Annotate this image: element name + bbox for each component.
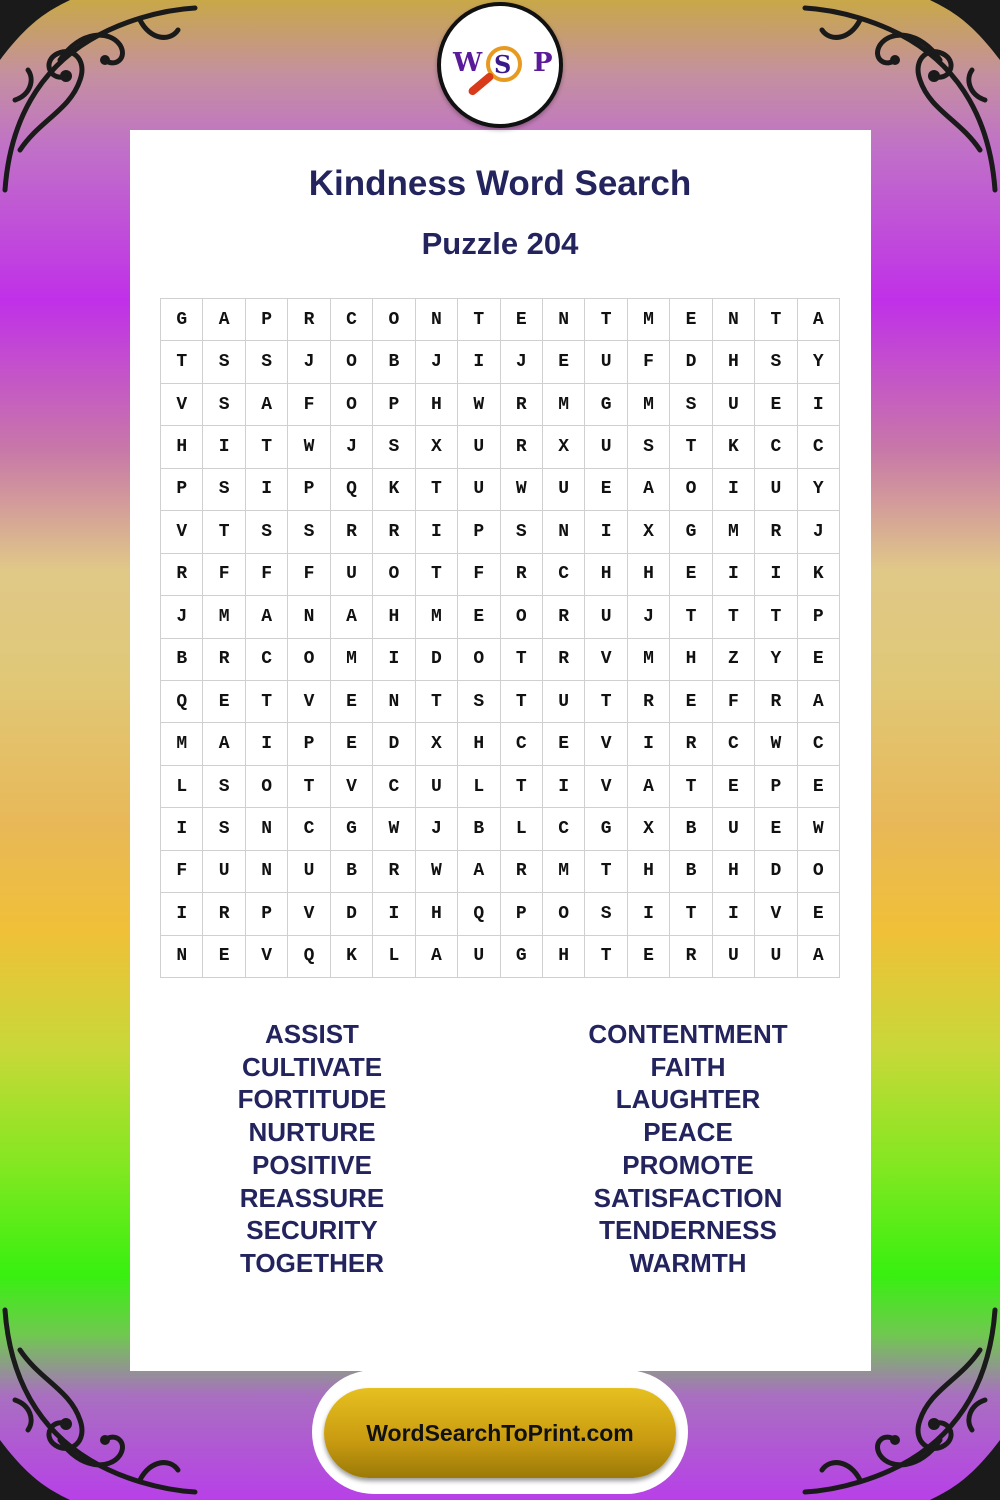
grid-cell[interactable]: E bbox=[670, 554, 712, 596]
grid-cell[interactable]: S bbox=[203, 341, 245, 383]
grid-cell[interactable]: V bbox=[288, 893, 330, 935]
grid-cell[interactable]: V bbox=[161, 511, 203, 553]
grid-cell[interactable]: C bbox=[501, 723, 543, 765]
grid-cell[interactable]: U bbox=[755, 936, 797, 978]
grid-cell[interactable]: H bbox=[416, 893, 458, 935]
grid-cell[interactable]: P bbox=[501, 893, 543, 935]
grid-cell[interactable]: O bbox=[331, 384, 373, 426]
grid-cell[interactable]: J bbox=[416, 808, 458, 850]
word-list-item: NURTURE bbox=[248, 1117, 376, 1148]
grid-cell[interactable]: U bbox=[713, 936, 755, 978]
grid-cell[interactable]: T bbox=[670, 596, 712, 638]
grid-cell[interactable]: J bbox=[161, 596, 203, 638]
grid-cell[interactable]: R bbox=[543, 639, 585, 681]
grid-cell[interactable]: X bbox=[628, 808, 670, 850]
grid-cell[interactable]: T bbox=[755, 596, 797, 638]
grid-cell[interactable]: V bbox=[331, 766, 373, 808]
word-list-item: SECURITY bbox=[246, 1215, 378, 1246]
grid-cell[interactable]: H bbox=[713, 341, 755, 383]
word-list-item: POSITIVE bbox=[252, 1149, 372, 1180]
puzzle-number: Puzzle 204 bbox=[421, 226, 579, 261]
grid-cell[interactable]: Y bbox=[755, 639, 797, 681]
grid-cell[interactable]: R bbox=[628, 681, 670, 723]
grid-cell[interactable]: H bbox=[628, 554, 670, 596]
word-list-item: WARMTH bbox=[629, 1247, 747, 1278]
grid-cell[interactable]: E bbox=[755, 808, 797, 850]
grid-cell[interactable]: E bbox=[203, 681, 245, 723]
grid-cell[interactable]: F bbox=[458, 554, 500, 596]
grid-cell[interactable]: Q bbox=[331, 469, 373, 511]
grid-cell[interactable]: U bbox=[203, 851, 245, 893]
grid-cell[interactable]: H bbox=[458, 723, 500, 765]
grid-cell[interactable]: R bbox=[373, 851, 415, 893]
grid-cell[interactable]: R bbox=[670, 723, 712, 765]
grid-cell[interactable]: W bbox=[458, 384, 500, 426]
grid-cell[interactable]: S bbox=[203, 469, 245, 511]
word-list-item: CONTENTMENT bbox=[588, 1019, 788, 1049]
grid-cell[interactable]: E bbox=[798, 893, 840, 935]
grid-cell[interactable]: N bbox=[373, 681, 415, 723]
grid-cell[interactable]: O bbox=[670, 469, 712, 511]
grid-cell[interactable]: Y bbox=[798, 341, 840, 383]
grid-cell[interactable]: K bbox=[373, 469, 415, 511]
grid-cell[interactable]: B bbox=[670, 851, 712, 893]
grid-cell[interactable]: S bbox=[585, 893, 627, 935]
grid-cell[interactable]: C bbox=[755, 426, 797, 468]
grid-cell[interactable]: C bbox=[543, 808, 585, 850]
grid-cell[interactable]: W bbox=[501, 469, 543, 511]
grid-cell[interactable]: W bbox=[416, 851, 458, 893]
grid-cell[interactable]: N bbox=[161, 936, 203, 978]
grid-cell[interactable]: I bbox=[458, 341, 500, 383]
grid-cell[interactable]: S bbox=[755, 341, 797, 383]
grid-cell[interactable]: B bbox=[670, 808, 712, 850]
grid-cell[interactable]: V bbox=[161, 384, 203, 426]
page-title: Kindness Word Search bbox=[308, 164, 692, 203]
grid-cell[interactable]: W bbox=[373, 808, 415, 850]
grid-cell[interactable]: F bbox=[288, 384, 330, 426]
grid-cell[interactable]: U bbox=[713, 808, 755, 850]
grid-cell[interactable]: T bbox=[585, 681, 627, 723]
grid-cell[interactable]: E bbox=[585, 469, 627, 511]
grid-cell[interactable]: X bbox=[416, 723, 458, 765]
word-list-item: FORTITUDE bbox=[237, 1084, 387, 1115]
grid-cell[interactable]: H bbox=[670, 639, 712, 681]
grid-cell[interactable]: J bbox=[628, 596, 670, 638]
grid-cell[interactable]: W bbox=[755, 723, 797, 765]
grid-cell[interactable]: P bbox=[288, 723, 330, 765]
wsp-logo[interactable] bbox=[437, 2, 563, 128]
grid-cell[interactable]: F bbox=[713, 681, 755, 723]
grid-cell[interactable]: H bbox=[628, 851, 670, 893]
grid-cell[interactable]: A bbox=[416, 936, 458, 978]
grid-cell[interactable]: A bbox=[458, 851, 500, 893]
grid-cell[interactable]: C bbox=[798, 723, 840, 765]
word-list-item: TENDERNESS bbox=[599, 1215, 777, 1246]
grid-cell[interactable]: S bbox=[246, 341, 288, 383]
word-list-item: TOGETHER bbox=[240, 1247, 384, 1278]
grid-cell[interactable]: R bbox=[501, 554, 543, 596]
grid-cell[interactable]: E bbox=[755, 384, 797, 426]
grid-cell[interactable]: W bbox=[798, 808, 840, 850]
grid-cell[interactable]: A bbox=[246, 384, 288, 426]
grid-cell[interactable]: A bbox=[798, 936, 840, 978]
grid-cell[interactable]: I bbox=[713, 469, 755, 511]
grid-cell[interactable]: P bbox=[246, 893, 288, 935]
grid-cell[interactable]: U bbox=[585, 341, 627, 383]
grid-cell[interactable]: F bbox=[628, 341, 670, 383]
grid-cell[interactable]: M bbox=[416, 596, 458, 638]
word-list-right bbox=[538, 1018, 838, 1280]
grid-cell[interactable]: R bbox=[755, 681, 797, 723]
grid-cell[interactable]: G bbox=[501, 936, 543, 978]
grid-cell[interactable]: U bbox=[416, 766, 458, 808]
grid-cell[interactable]: U bbox=[331, 554, 373, 596]
grid-cell[interactable]: O bbox=[458, 639, 500, 681]
grid-cell[interactable]: R bbox=[543, 596, 585, 638]
grid-cell[interactable]: L bbox=[501, 808, 543, 850]
grid-cell[interactable]: T bbox=[161, 341, 203, 383]
grid-cell[interactable]: G bbox=[670, 511, 712, 553]
grid-cell[interactable]: R bbox=[331, 511, 373, 553]
grid-cell[interactable]: T bbox=[246, 426, 288, 468]
grid-cell[interactable]: P bbox=[798, 596, 840, 638]
grid-cell[interactable]: V bbox=[585, 639, 627, 681]
grid-cell[interactable]: M bbox=[628, 384, 670, 426]
grid-cell[interactable]: T bbox=[288, 766, 330, 808]
grid-cell[interactable]: B bbox=[373, 341, 415, 383]
grid-cell[interactable]: J bbox=[331, 426, 373, 468]
grid-cell[interactable]: E bbox=[713, 766, 755, 808]
grid-cell[interactable]: Y bbox=[798, 469, 840, 511]
grid-cell[interactable]: I bbox=[246, 723, 288, 765]
grid-cell[interactable]: U bbox=[458, 936, 500, 978]
grid-cell[interactable]: E bbox=[670, 681, 712, 723]
grid-cell[interactable]: L bbox=[373, 936, 415, 978]
grid-cell[interactable]: D bbox=[670, 341, 712, 383]
grid-cell[interactable]: O bbox=[501, 596, 543, 638]
word-list-left bbox=[162, 1018, 462, 1280]
website-link-button[interactable]: WordSearchToPrint.com bbox=[324, 1388, 676, 1478]
grid-cell[interactable]: O bbox=[798, 851, 840, 893]
grid-cell[interactable]: V bbox=[246, 936, 288, 978]
grid-cell[interactable]: O bbox=[373, 554, 415, 596]
grid-cell[interactable]: F bbox=[246, 554, 288, 596]
grid-cell[interactable]: J bbox=[288, 341, 330, 383]
grid-cell[interactable]: J bbox=[501, 341, 543, 383]
grid-cell[interactable]: M bbox=[628, 299, 670, 341]
grid-cell[interactable]: U bbox=[543, 469, 585, 511]
grid-cell[interactable]: U bbox=[585, 596, 627, 638]
word-list-item: SATISFACTION bbox=[593, 1182, 783, 1213]
grid-cell[interactable]: S bbox=[670, 384, 712, 426]
grid-cell[interactable]: G bbox=[331, 808, 373, 850]
grid-cell[interactable]: F bbox=[161, 851, 203, 893]
grid-cell[interactable]: P bbox=[755, 766, 797, 808]
grid-cell[interactable]: V bbox=[585, 723, 627, 765]
grid-cell[interactable]: I bbox=[585, 511, 627, 553]
grid-cell[interactable]: N bbox=[246, 851, 288, 893]
grid-cell[interactable]: N bbox=[543, 299, 585, 341]
grid-cell[interactable]: O bbox=[288, 639, 330, 681]
grid-cell[interactable]: E bbox=[670, 299, 712, 341]
grid-cell[interactable]: A bbox=[203, 299, 245, 341]
grid-cell[interactable]: T bbox=[416, 469, 458, 511]
grid-cell[interactable]: G bbox=[585, 808, 627, 850]
grid-cell[interactable]: T bbox=[501, 766, 543, 808]
grid-cell[interactable]: A bbox=[628, 766, 670, 808]
grid-cell[interactable]: T bbox=[670, 893, 712, 935]
grid-cell[interactable]: I bbox=[161, 893, 203, 935]
grid-cell[interactable]: E bbox=[203, 936, 245, 978]
grid-cell[interactable]: E bbox=[331, 723, 373, 765]
grid-cell[interactable]: H bbox=[713, 851, 755, 893]
grid-cell[interactable]: U bbox=[543, 681, 585, 723]
grid-cell[interactable]: D bbox=[755, 851, 797, 893]
grid-cell[interactable]: P bbox=[246, 299, 288, 341]
grid-cell[interactable]: I bbox=[713, 893, 755, 935]
grid-cell[interactable]: T bbox=[585, 851, 627, 893]
grid-cell[interactable]: C bbox=[331, 299, 373, 341]
grid-cell[interactable]: C bbox=[373, 766, 415, 808]
grid-cell[interactable]: I bbox=[798, 384, 840, 426]
grid-cell[interactable]: A bbox=[628, 469, 670, 511]
grid-cell[interactable]: T bbox=[501, 639, 543, 681]
logo-letter-s: S bbox=[494, 50, 512, 79]
grid-cell[interactable]: I bbox=[373, 893, 415, 935]
grid-cell[interactable]: S bbox=[628, 426, 670, 468]
grid-cell[interactable]: E bbox=[798, 766, 840, 808]
grid-cell[interactable]: N bbox=[543, 511, 585, 553]
grid-cell[interactable]: R bbox=[501, 851, 543, 893]
grid-cell[interactable]: T bbox=[670, 426, 712, 468]
grid-cell[interactable]: V bbox=[755, 893, 797, 935]
grid-cell[interactable]: E bbox=[501, 299, 543, 341]
grid-cell[interactable]: D bbox=[373, 723, 415, 765]
grid-cell[interactable]: M bbox=[713, 511, 755, 553]
grid-cell[interactable]: I bbox=[161, 808, 203, 850]
grid-cell[interactable]: T bbox=[713, 596, 755, 638]
grid-cell[interactable]: X bbox=[416, 426, 458, 468]
grid-cell[interactable]: C bbox=[288, 808, 330, 850]
grid-cell[interactable]: O bbox=[331, 341, 373, 383]
grid-cell[interactable]: R bbox=[288, 299, 330, 341]
grid-cell[interactable]: T bbox=[203, 511, 245, 553]
grid-cell[interactable]: L bbox=[458, 766, 500, 808]
grid-cell[interactable]: U bbox=[288, 851, 330, 893]
grid-cell[interactable]: A bbox=[798, 299, 840, 341]
grid-cell[interactable]: P bbox=[373, 384, 415, 426]
grid-cell[interactable]: M bbox=[203, 596, 245, 638]
grid-cell[interactable]: R bbox=[501, 426, 543, 468]
grid-cell[interactable]: R bbox=[755, 511, 797, 553]
grid-cell[interactable]: C bbox=[543, 554, 585, 596]
grid-cell[interactable]: C bbox=[246, 639, 288, 681]
grid-cell[interactable]: J bbox=[416, 341, 458, 383]
grid-cell[interactable]: E bbox=[798, 639, 840, 681]
grid-cell[interactable]: R bbox=[161, 554, 203, 596]
grid-cell[interactable]: C bbox=[798, 426, 840, 468]
grid-cell[interactable]: S bbox=[246, 511, 288, 553]
grid-cell[interactable]: W bbox=[288, 426, 330, 468]
grid-cell[interactable]: I bbox=[203, 426, 245, 468]
logo-letter-p: P bbox=[533, 48, 553, 78]
grid-cell[interactable]: S bbox=[203, 766, 245, 808]
grid-cell[interactable]: H bbox=[416, 384, 458, 426]
grid-cell[interactable]: P bbox=[288, 469, 330, 511]
grid-cell[interactable]: R bbox=[501, 384, 543, 426]
grid-cell[interactable]: V bbox=[585, 766, 627, 808]
grid-cell[interactable]: I bbox=[416, 511, 458, 553]
grid-cell[interactable]: H bbox=[161, 426, 203, 468]
grid-cell[interactable]: O bbox=[246, 766, 288, 808]
grid-cell[interactable]: E bbox=[331, 681, 373, 723]
letter-grid[interactable] bbox=[160, 298, 840, 978]
grid-cell[interactable]: F bbox=[203, 554, 245, 596]
grid-cell[interactable]: M bbox=[628, 639, 670, 681]
grid-cell[interactable]: N bbox=[713, 299, 755, 341]
grid-cell[interactable]: M bbox=[331, 639, 373, 681]
grid-cell[interactable]: B bbox=[331, 851, 373, 893]
grid-cell[interactable]: T bbox=[246, 681, 288, 723]
grid-cell[interactable]: E bbox=[458, 596, 500, 638]
grid-cell[interactable]: H bbox=[585, 554, 627, 596]
grid-cell[interactable]: Q bbox=[458, 893, 500, 935]
grid-cell[interactable]: S bbox=[203, 808, 245, 850]
grid-cell[interactable]: A bbox=[203, 723, 245, 765]
grid-cell[interactable]: U bbox=[585, 426, 627, 468]
grid-cell[interactable]: D bbox=[331, 893, 373, 935]
grid-cell[interactable]: Z bbox=[713, 639, 755, 681]
grid-cell[interactable]: X bbox=[543, 426, 585, 468]
grid-cell[interactable]: N bbox=[288, 596, 330, 638]
word-list-item: PROMOTE bbox=[622, 1149, 754, 1180]
grid-cell[interactable]: R bbox=[203, 893, 245, 935]
grid-cell[interactable]: M bbox=[543, 851, 585, 893]
logo-letter-w: W bbox=[453, 48, 483, 78]
grid-cell[interactable]: I bbox=[755, 554, 797, 596]
grid-cell[interactable]: D bbox=[416, 639, 458, 681]
grid-cell[interactable]: S bbox=[458, 681, 500, 723]
grid-cell[interactable]: Q bbox=[161, 681, 203, 723]
grid-cell[interactable]: U bbox=[458, 426, 500, 468]
grid-cell[interactable]: U bbox=[458, 469, 500, 511]
grid-cell[interactable]: V bbox=[288, 681, 330, 723]
grid-cell[interactable]: A bbox=[331, 596, 373, 638]
grid-cell[interactable]: T bbox=[458, 299, 500, 341]
grid-cell[interactable]: K bbox=[331, 936, 373, 978]
grid-cell[interactable]: B bbox=[161, 639, 203, 681]
grid-cell[interactable]: T bbox=[585, 936, 627, 978]
grid-cell[interactable]: A bbox=[798, 681, 840, 723]
grid-cell[interactable]: T bbox=[501, 681, 543, 723]
grid-cell[interactable]: Q bbox=[288, 936, 330, 978]
word-list-item: CULTIVATE bbox=[241, 1051, 383, 1082]
grid-cell[interactable]: X bbox=[628, 511, 670, 553]
grid-cell[interactable]: K bbox=[713, 426, 755, 468]
grid-cell[interactable]: J bbox=[798, 511, 840, 553]
grid-cell[interactable]: H bbox=[543, 936, 585, 978]
grid-cell[interactable]: N bbox=[246, 808, 288, 850]
grid-cell[interactable]: T bbox=[416, 681, 458, 723]
grid-cell[interactable]: R bbox=[670, 936, 712, 978]
grid-cell[interactable]: N bbox=[416, 299, 458, 341]
grid-cell[interactable]: R bbox=[203, 639, 245, 681]
grid-cell[interactable]: K bbox=[798, 554, 840, 596]
grid-cell[interactable]: U bbox=[713, 384, 755, 426]
grid-cell[interactable]: T bbox=[416, 554, 458, 596]
grid-cell[interactable]: C bbox=[713, 723, 755, 765]
grid-cell[interactable]: T bbox=[585, 299, 627, 341]
grid-cell[interactable]: E bbox=[628, 936, 670, 978]
grid-cell[interactable]: L bbox=[161, 766, 203, 808]
word-list-item: REASSURE bbox=[239, 1182, 385, 1213]
grid-cell[interactable]: M bbox=[543, 384, 585, 426]
grid-cell[interactable]: O bbox=[373, 299, 415, 341]
grid-cell[interactable]: S bbox=[373, 426, 415, 468]
grid-cell[interactable]: R bbox=[373, 511, 415, 553]
grid-cell[interactable]: P bbox=[458, 511, 500, 553]
word-list-item: ASSIST bbox=[265, 1019, 359, 1049]
word-list-item: PEACE bbox=[643, 1117, 733, 1148]
grid-cell[interactable]: E bbox=[543, 723, 585, 765]
word-list-item: FAITH bbox=[650, 1051, 726, 1082]
grid-cell[interactable]: P bbox=[161, 469, 203, 511]
grid-cell[interactable]: I bbox=[713, 554, 755, 596]
grid-cell[interactable]: I bbox=[373, 639, 415, 681]
grid-cell[interactable]: I bbox=[628, 723, 670, 765]
grid-cell[interactable]: S bbox=[288, 511, 330, 553]
grid-cell[interactable]: I bbox=[246, 469, 288, 511]
grid-cell[interactable]: S bbox=[203, 384, 245, 426]
grid-cell[interactable]: I bbox=[628, 893, 670, 935]
grid-cell[interactable]: O bbox=[543, 893, 585, 935]
grid-cell[interactable]: F bbox=[288, 554, 330, 596]
grid-cell[interactable]: H bbox=[373, 596, 415, 638]
grid-cell[interactable]: B bbox=[458, 808, 500, 850]
grid-cell[interactable]: S bbox=[501, 511, 543, 553]
grid-cell[interactable]: T bbox=[670, 766, 712, 808]
grid-cell[interactable]: A bbox=[246, 596, 288, 638]
grid-cell[interactable]: I bbox=[543, 766, 585, 808]
grid-cell[interactable]: M bbox=[161, 723, 203, 765]
grid-cell[interactable]: G bbox=[161, 299, 203, 341]
word-list-item: LAUGHTER bbox=[615, 1084, 761, 1115]
grid-cell[interactable]: G bbox=[585, 384, 627, 426]
grid-cell[interactable]: U bbox=[755, 469, 797, 511]
grid-cell[interactable]: T bbox=[755, 299, 797, 341]
grid-cell[interactable]: E bbox=[543, 341, 585, 383]
